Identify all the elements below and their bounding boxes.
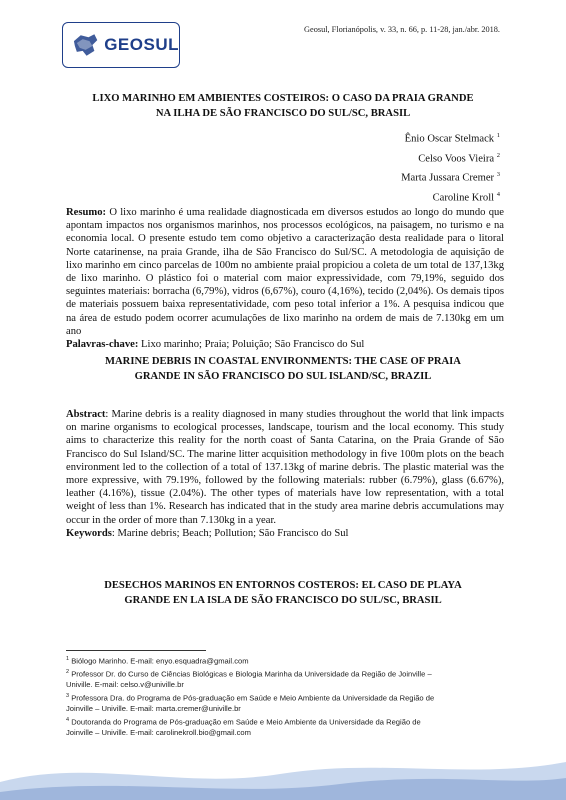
abstract-label: Resumo: [66,207,107,218]
article-title-pt [62,92,504,121]
geosul-logo [62,22,180,68]
abstract-paragraph [66,206,504,338]
title-line: DESECHOS MARINOS EN ENTORNOS COSTEROS: EL CASO DE PLAYA [104,580,462,591]
footnote [66,691,506,715]
title-line: NA ILHA DE SÃO FRANCISCO DO SUL/SC, BRASIL [155,107,411,119]
footnote [66,654,506,667]
map-icon [71,31,100,59]
abstract-text: : Marine debris is a reality diagnosed in many studies throughout the world that link impacts on marine organisms to ecological processes, landscape, tourism and the local economy. This study aims to characterize this reality for the north coast of Santa Catarina, on the Praia Grande of São Francisco do Sul Island/SC. The marine litter acquisition methodology in five 100m plots on the beach environment led to the collection of a total of 137.13kg of marine debris. The plastic material was the more expressive, with 79.19%, followed by the following materials: rubber (6.79%), glass (6.67%), leather (4.16%), tissue (2.04%). The other types of materials have low representation, with a total weight of less than 1%. Research has indicated that in the study area marine debris accumulations may occur in the order of more than 7.130kg in a year. [66,409,504,526]
author-footnote-ref: 4 [496,190,500,198]
footnote-number: 4 [66,717,70,724]
abstract-text: O lixo marinho é uma realidade diagnosticada em diversos estudos ao longo do mundo que apontam impactos nos organismos marinhos, nos processos ecológicos, na paisagem, no turismo e na economia local. O presente estudo tem como objetivo a caracterização desta realidade para o litoral Norte catarinense, na praia Grande, ilha de São Francisco do Sul/SC. A metodologia de aquisição de lixo marinho em cinco parcelas de 100m no ambiente praial propiciou a coleta de um total de 137,13kg de lixo marinho. O plástico foi o material com maior expressividade, com 79,19%, seguido dos seguintes materiais: borracha (6,79%), vidros (6,67%), couro (4,16%), tecido (2,04%). Os demais tipos de materiais possuem baixa representatividade, com peso total inferior a 1%. A pesquisa indicou que na área de estudo podem ocorrer acumulações de lixo marinho na ordem de mais de 7.130kg em um ano [66,207,504,337]
author-name: Marta Jussara Cremer [401,172,495,184]
keywords-label: Keywords [66,527,112,539]
logo-text: GEOSUL [104,35,179,54]
footnote-text: Professor Dr. do Curso de Ciências Biológicas e Biologia Marinha da Universidade da Região de Joinville – [71,669,432,679]
author [401,148,500,168]
footnote-text: Doutoranda do Programa de Pós-graduação em Saúde e Meio Ambiente da Universidade da Região de [71,717,421,727]
title-line: LIXO MARINHO EM AMBIENTES COSTEIROS: O CASO DA PRAIA GRANDE [92,93,474,104]
footnote-divider [66,650,206,651]
abstract-label: Abstract [66,409,106,420]
author [401,187,500,207]
author-name: Caroline Kroll [432,192,495,204]
abstract-paragraph [66,408,504,527]
author-footnote-ref: 2 [496,151,500,159]
title-line: GRANDE IN SÃO FRANCISCO DO SUL ISLAND/SC, BRAZIL [134,370,432,382]
author-footnote-ref: 3 [496,171,500,179]
keywords-label: Palavras-chave: [66,339,139,351]
footnote-text: Professora Dra. do Programa de Pós-graduação em Saúde e Meio Ambiente da Universidade da Região de [71,693,435,703]
author [401,167,500,187]
footnote [66,715,506,739]
footnote [66,667,506,691]
keywords-text: : Marine debris; Beach; Pollution; São Francisco do Sul [111,527,349,539]
author-list [401,128,500,206]
journal-citation: Geosul, Florianópolis, v. 33, n. 66, p. 11-28, jan./abr. 2018. [304,25,500,34]
footnotes [66,654,506,739]
footnote-text: Univille. E-mail: celso.v@univille.br [66,680,184,690]
article-title-en [62,355,504,384]
keywords [66,527,504,540]
title-line: GRANDE EN LA ISLA DE SÃO FRANCISCO DO SUL/SC, BRASIL [124,594,442,606]
title-line: MARINE DEBRIS IN COASTAL ENVIRONMENTS: THE CASE OF PRAIA [105,356,461,367]
footnote-text: Joinville – Univille. E-mail: marta.cremer@univille.br [66,704,241,714]
keywords [66,338,504,351]
abstract-pt [66,206,504,351]
article-title-es [62,579,504,608]
decorative-wave [0,740,566,800]
keywords-text: Lixo marinho; Praia; Poluição; São Francisco do Sul [141,339,365,351]
abstract-en [66,408,504,540]
footnote-number: 2 [66,669,70,676]
footnote-number: 1 [66,656,70,662]
footnote-number: 3 [66,693,70,700]
author-name: Celso Voos Vieira [418,153,495,165]
author-footnote-ref: 1 [496,132,500,139]
author [401,128,500,148]
footnote-text: Biólogo Marinho. E-mail: enyo.esquadra@gmail.com [71,656,249,666]
author-name: Ênio Oscar Stelmack [404,133,495,145]
footnote-text: Joinville – Univille. E-mail: carolinekroll.bio@gmail.com [66,728,251,738]
